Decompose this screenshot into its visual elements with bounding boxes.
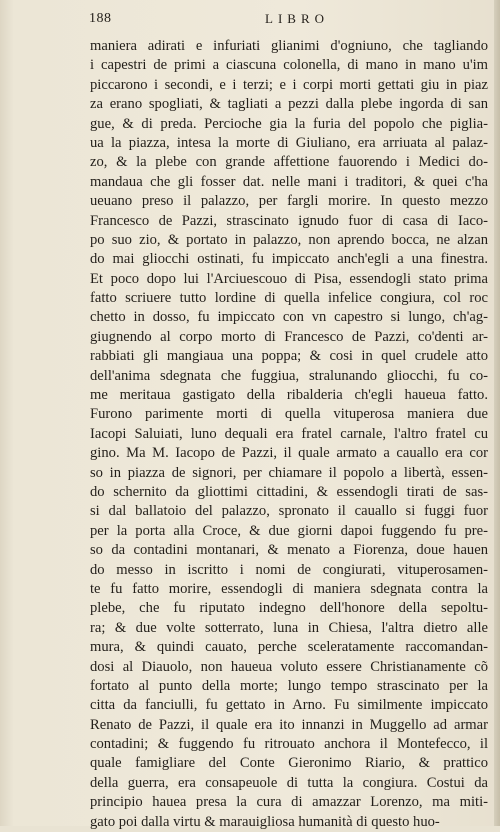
- text-line: mura, & quindi cauato, perche sceleratamente raccomandan-: [90, 639, 488, 656]
- text-line: ra; & due volte sotterrato, luna in Chiesa, l'altra dietro alle: [90, 619, 488, 636]
- text-line: do mai gliocchi ostinati, fu impiccato anch'egli a una finestra.: [90, 251, 488, 268]
- body-text: [90, 37, 488, 832]
- text-line: so da contadini montanari, & menato a Fiorenza, doue hauen: [90, 542, 488, 559]
- text-line: Renato de Pazzi, il quale era ito innanzi in Muggello ad armar: [90, 716, 488, 733]
- running-title: LIBRO: [265, 11, 329, 26]
- text-line: fatto scriuere tutto lordine di quella infelice congiura, col roc: [90, 290, 488, 307]
- text-line: Furono parimente morti di quella vituperosa maniera due: [90, 406, 488, 423]
- text-line: po suo zio, & portato in palazzo, non aprendo bocca, ne alzan: [90, 231, 488, 248]
- text-line: citta da fanciulli, fu gettato in Arno. Fu similmente impiccato: [90, 697, 488, 714]
- page-header: [0, 8, 500, 30]
- text-line: Et poco dopo lui l'Arciuescouo di Pisa, essendogli stato prima: [90, 270, 488, 287]
- text-line: dosi al Diauolo, non haueua voluto essere Christianamente cõ: [90, 658, 488, 675]
- text-line: piccarono i secondi, e i terzi; e i corpi morti gettati giu in piaz: [90, 76, 488, 93]
- text-line: quale famigliare del Conte Gieronimo Riario, & prattico: [90, 755, 488, 772]
- text-line: per la porta alla Croce, & due giorni dapoi fuggendo fu pre-: [90, 522, 488, 539]
- text-line: te fu fatto morire, essendogli di maniera sdegnata contra la: [90, 580, 488, 597]
- text-line: mandaua che gli fosser dat. nelle mani i traditori, & quei c'ha: [90, 173, 488, 190]
- text-line: plebe, che fu riputato indegno dell'honore della sepoltu-: [90, 600, 488, 617]
- text-line: della guerra, era consapeuole di tutta la congiura. Costui da: [90, 774, 488, 791]
- text-line: me meritaua gastigato della ribalderia ch'egli haueua fatto.: [90, 387, 488, 404]
- text-line: fortato al punto della morte; lungo tempo strascinato per la: [90, 677, 488, 694]
- text-line: za erano spogliati, & tagliati a pezzi dalla plebe ingorda di san: [90, 96, 488, 113]
- page-number: 188: [89, 11, 112, 26]
- text-line: rabbiati gli mangiaua una poppa; & cosi in quel crudele atto: [90, 348, 488, 365]
- text-line: gato poi dalla virtu & marauigliosa humanità di questo huo-: [90, 813, 440, 830]
- text-line: si dal ballatoio del palazzo, spronato il cauallo si fuggi fuor: [90, 503, 488, 520]
- text-line: Iacopi Saluiati, luno dequali era fratel carnale, l'altro fratel cu: [90, 425, 488, 442]
- text-line: maniera adirati e infuriati glianimi d'ogniuno, che tagliando: [90, 38, 488, 54]
- text-line: do messo in iscritto i nomi de congiurati, vituperosamen-: [90, 561, 488, 578]
- text-line: ua la piazza, intesa la morte di Giuliano, era arriuata al palaz-: [90, 134, 488, 151]
- text-line: so in piazza de signori, per chiamare il popolo a libertà, essen-: [90, 464, 488, 481]
- text-line: principio hauea presa la cura di amazzar Lorenzo, ma miti-: [90, 794, 488, 811]
- text-line: gino. Ma M. Iacopo de Pazzi, il quale armato a cauallo era cor: [90, 445, 488, 462]
- text-line: gue, & di preda. Percioche gia la furia del popolo che piglia-: [90, 115, 488, 132]
- page-edge: [494, 0, 500, 826]
- text-line: dell'anima sdegnata che fuggiua, stralunando gliocchi, fu co-: [90, 367, 488, 384]
- text-line: do schernito da gliottimi cittadini, & essendogli tirati de sas-: [90, 483, 488, 500]
- text-line: chetto in dosso, fu impiccato con vn capestro si lungo, ch'ag-: [90, 309, 488, 326]
- text-line: Francesco de Pazzi, strascinato ignudo fuor di casa di Iaco-: [90, 212, 488, 229]
- text-line: i capestri de primi a ciascuna colonella, di mano in mano u'im: [90, 57, 488, 74]
- text-line: zo, & la plebe con grande affettione fauorendo i Medici do-: [90, 154, 488, 171]
- text-line: giugnendo al corpo morto di Francesco de Pazzi, co'denti ar-: [90, 328, 488, 345]
- text-line: ueuano preso il palazzo, per fargli morire. In questo mezzo: [90, 193, 488, 210]
- text-line: contadini; & fuggendo fu ritrouato anchora il Montefecco, il: [90, 736, 488, 753]
